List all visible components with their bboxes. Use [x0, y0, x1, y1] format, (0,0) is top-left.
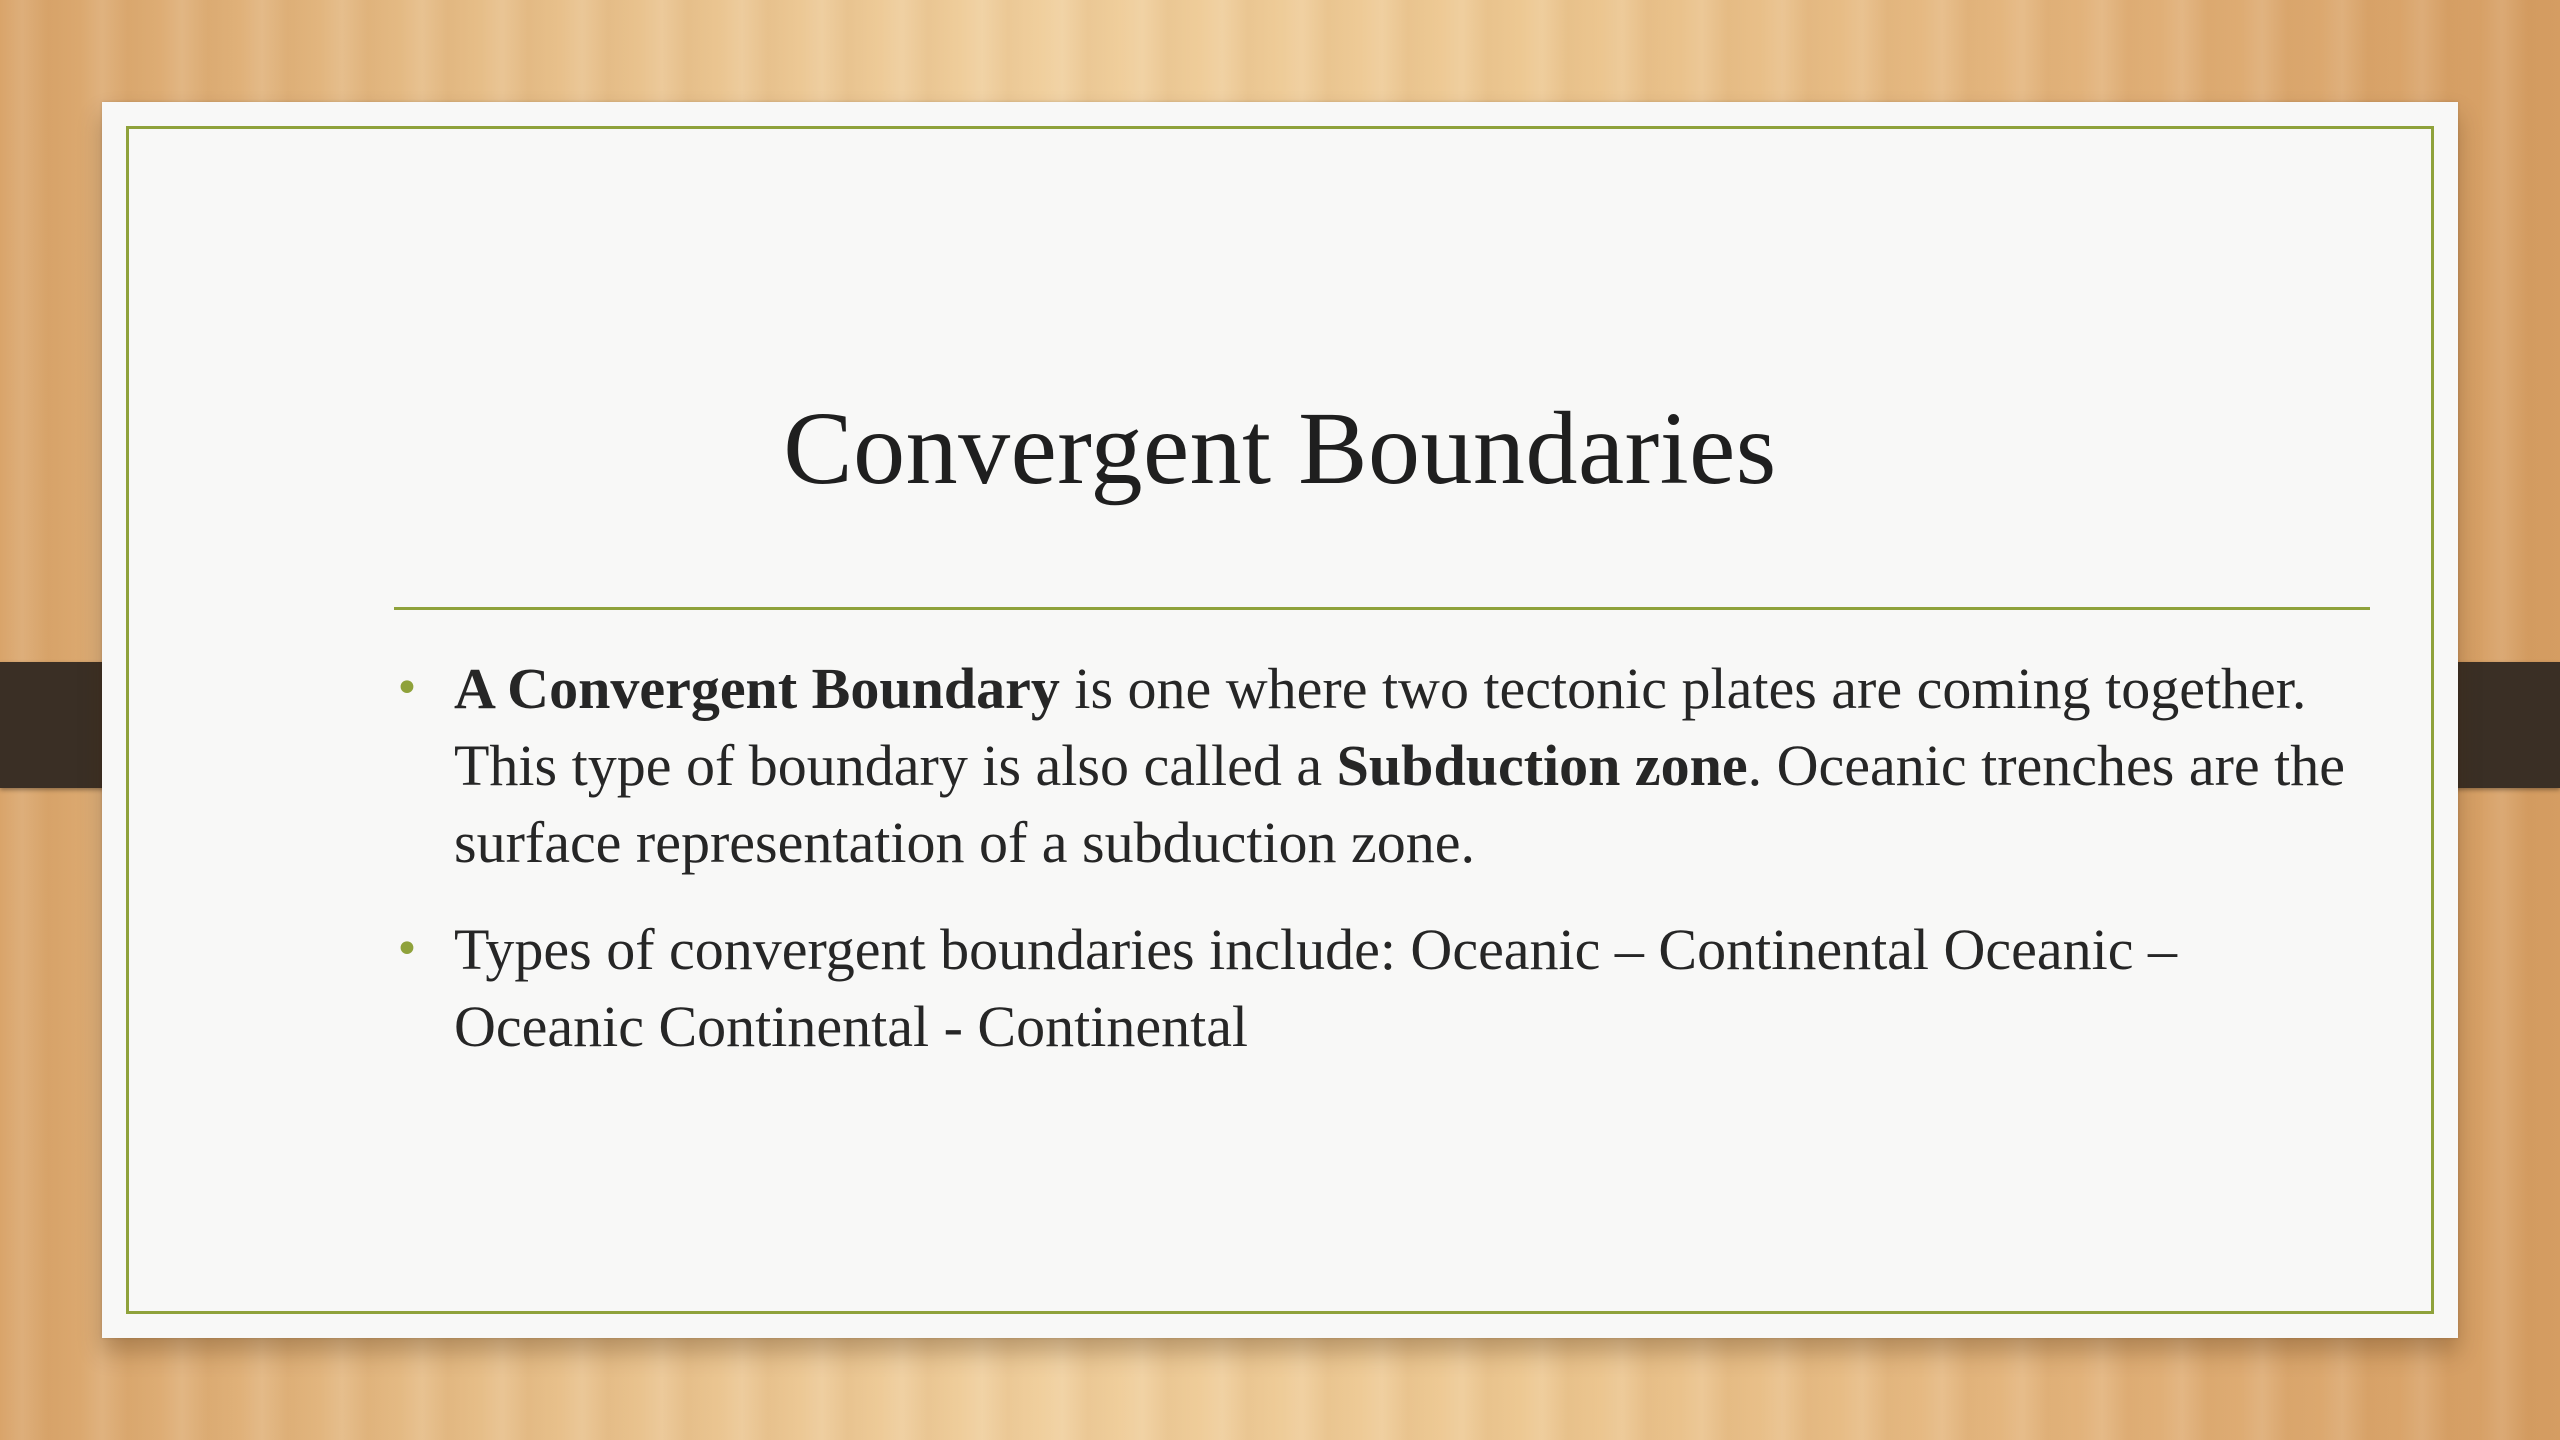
bullet-1-text-a: is one where two tectonic plates are coming together. This type of boundary is also called a — [454, 656, 2307, 798]
bullet-1-term-2: Subduction zone — [1336, 733, 1748, 798]
bullet-1-term: A Convergent Boundary — [454, 656, 1060, 721]
bullet-item-1 — [394, 650, 2370, 881]
slide-title: Convergent Boundaries — [783, 391, 1777, 506]
bullet-dot-icon: • — [394, 663, 420, 714]
title-divider — [394, 607, 2370, 610]
slide-content — [394, 650, 2370, 1065]
bullet-1-text-b: . Oceanic trenches are the surface representation of a subduction zone. — [454, 733, 2346, 875]
bullet-dot-icon: • — [394, 924, 420, 975]
bullet-item-2 — [394, 911, 2370, 1065]
slide — [102, 102, 2458, 1338]
bullet-2-text: Types of convergent boundaries include: Oceanic – Continental Oceanic – Oceanic Continental - Continental — [454, 917, 2178, 1059]
